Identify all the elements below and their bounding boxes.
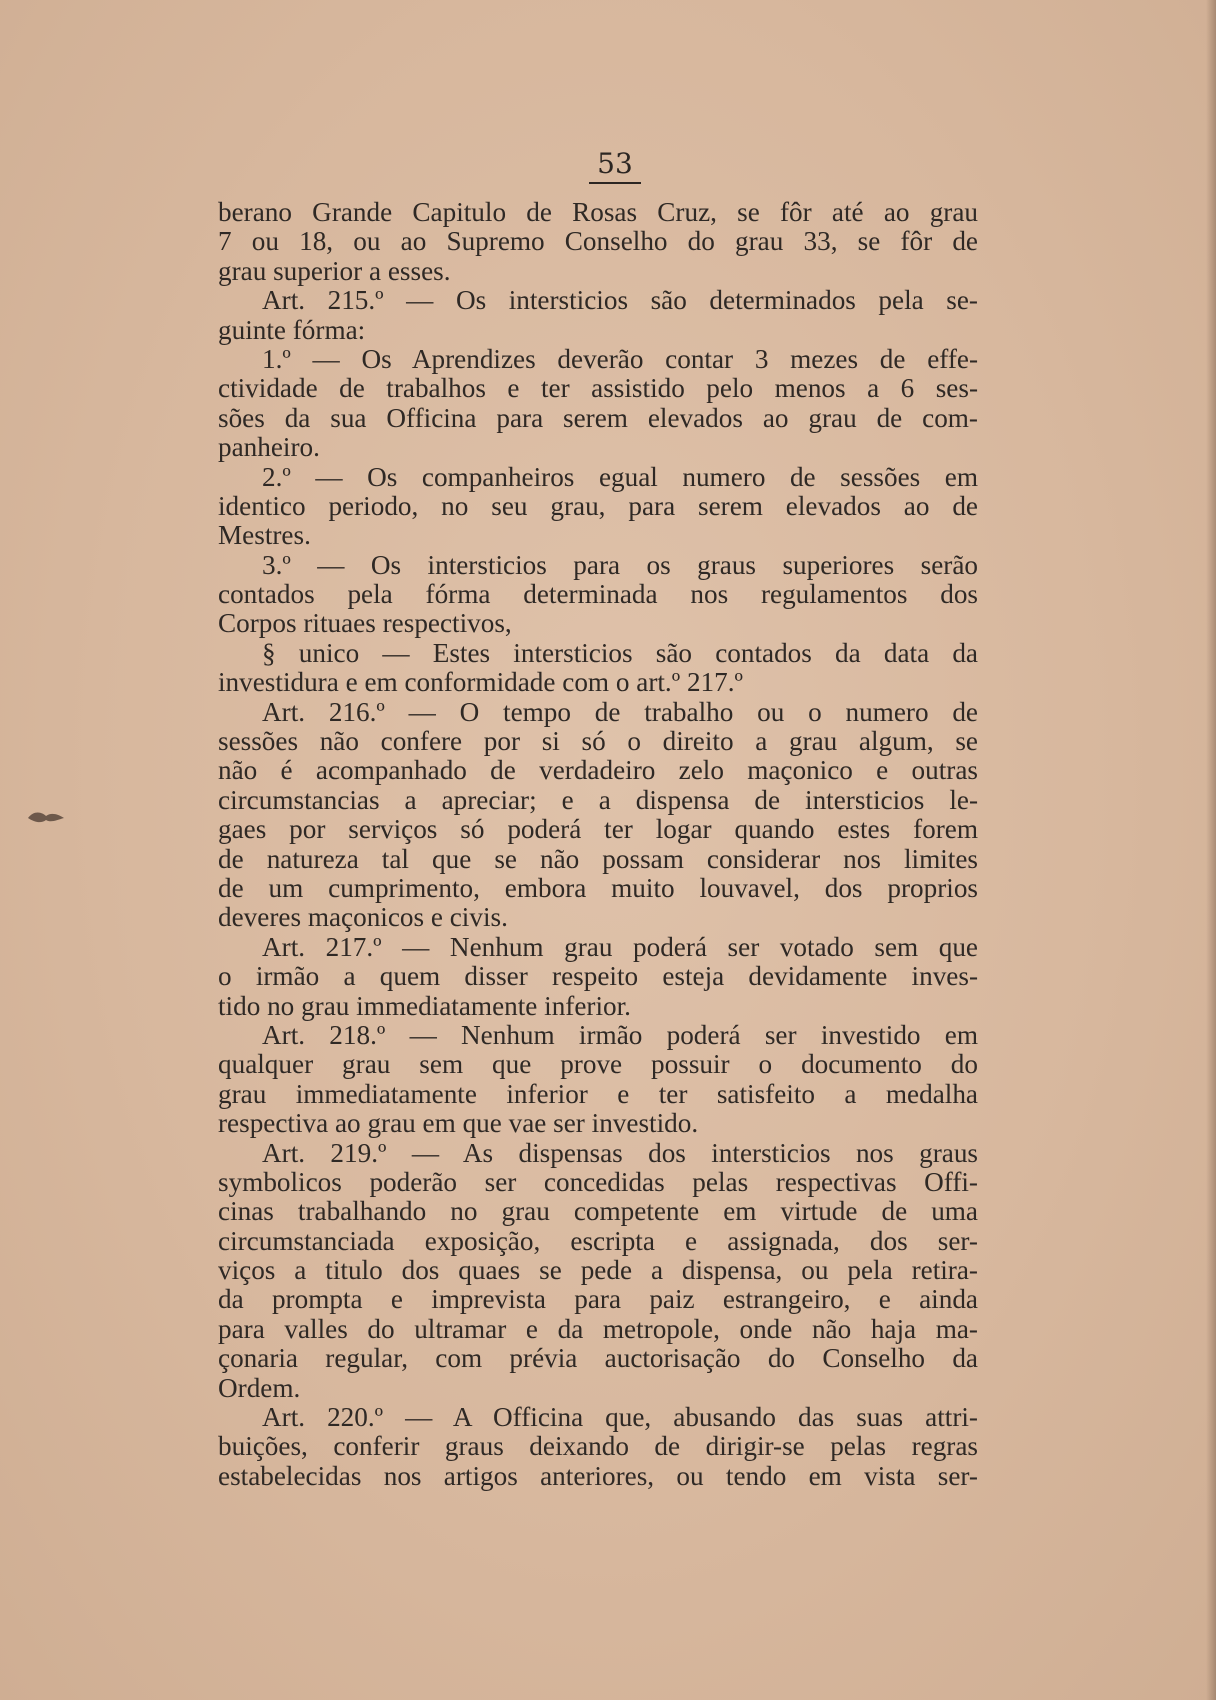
text-line: contados pela fórma determinada nos regulamentos dos: [218, 579, 978, 610]
page-number: [0, 147, 1216, 184]
text-line: Art. 216.º — O tempo de trabalho ou o numero de: [262, 696, 978, 727]
text-line: cinas trabalhando no grau competente em virtude de uma: [218, 1196, 978, 1227]
text-line: panheiro.: [218, 432, 320, 463]
text-line: o irmão a quem disser respeito esteja devidamente inves-: [218, 961, 978, 992]
text-line: çonaria regular, com prévia auctorisação do Conselho da: [218, 1343, 978, 1374]
text-line: Art. 218.º — Nenhum irmão poderá ser investido em: [262, 1019, 978, 1050]
text-line: buições, conferir graus deixando de dirigir-se pelas regras: [218, 1431, 978, 1462]
text-line: gaes por serviços só poderá ter logar quando estes forem: [218, 814, 978, 845]
text-line: Art. 220.º — A Officina que, abusando das suas attri-: [262, 1402, 978, 1433]
text-line: tido no grau immediatamente inferior.: [218, 990, 631, 1021]
text-line: sões da sua Officina para serem elevados ao grau de com-: [218, 402, 978, 433]
text-line: grau superior a esses.: [218, 255, 451, 286]
text-line: 1.º — Os Aprendizes deverão contar 3 mezes de effe-: [262, 343, 978, 374]
text-line: Mestres.: [218, 520, 311, 551]
text-line: ctividade de trabalhos e ter assistido pelo menos a 6 ses-: [218, 373, 978, 404]
text-line: da prompta e imprevista para paiz estrangeiro, e ainda: [218, 1284, 978, 1315]
text-line: § unico — Estes intersticios são contados da data da: [262, 637, 978, 668]
text-line: Corpos rituaes respectivos,: [218, 608, 512, 639]
text-line: 3.º — Os intersticios para os graus superiores serão: [262, 549, 978, 580]
text-line: não é acompanhado de verdadeiro zelo maçonico e outras: [218, 755, 978, 786]
text-line: Ordem.: [218, 1372, 301, 1403]
text-line: Art. 219.º — As dispensas dos intersticios nos graus: [262, 1137, 978, 1168]
text-line: qualquer grau sem que prove possuir o documento do: [218, 1049, 978, 1080]
text-line: estabelecidas nos artigos anteriores, ou tendo em vista ser-: [218, 1460, 978, 1491]
page-edge-shadow: [1206, 0, 1216, 1700]
text-line: Art. 215.º — Os intersticios são determinados pela se-: [262, 285, 978, 316]
page-number-text: 53: [589, 147, 641, 184]
ink-smudge: [24, 806, 68, 828]
text-line: symbolicos poderão ser concedidas pelas respectivas Offi-: [218, 1166, 978, 1197]
text-line: circumstanciada exposição, escripta e assignada, dos ser-: [218, 1225, 978, 1256]
text-line: Art. 217.º — Nenhum grau poderá ser votado sem que: [262, 931, 978, 962]
text-line: 7 ou 18, ou ao Supremo Conselho do grau 33, se fôr de: [218, 226, 978, 257]
text-line: circumstancias a apreciar; e a dispensa de intersticios le-: [218, 784, 978, 815]
text-line: investidura e em conformidade com o art.º 217.º: [218, 667, 743, 698]
text-line: de um cumprimento, embora muito louvavel, dos proprios: [218, 872, 978, 903]
text-line: berano Grande Capitulo de Rosas Cruz, se fôr até ao grau: [218, 197, 978, 227]
text-line: respectiva ao grau em que vae ser investido.: [218, 1108, 699, 1139]
text-line: guinte fórma:: [218, 314, 366, 345]
text-line: identico periodo, no seu grau, para serem elevados ao de: [218, 490, 978, 521]
body-text: [218, 198, 978, 1491]
text-line: 2.º — Os companheiros egual numero de sessões em: [262, 461, 978, 492]
text-line: grau immediatamente inferior e ter satisfeito a medalha: [218, 1078, 978, 1109]
text-line: para valles do ultramar e da metropole, onde não haja ma-: [218, 1313, 978, 1344]
text-line: viços a titulo dos quaes se pede a dispensa, ou pela retira-: [218, 1255, 978, 1286]
text-line: deveres maçonicos e civis.: [218, 902, 508, 933]
text-line: sessões não confere por si só o direito a grau algum, se: [218, 726, 978, 757]
text-line: de natureza tal que se não possam considerar nos limites: [218, 843, 978, 874]
